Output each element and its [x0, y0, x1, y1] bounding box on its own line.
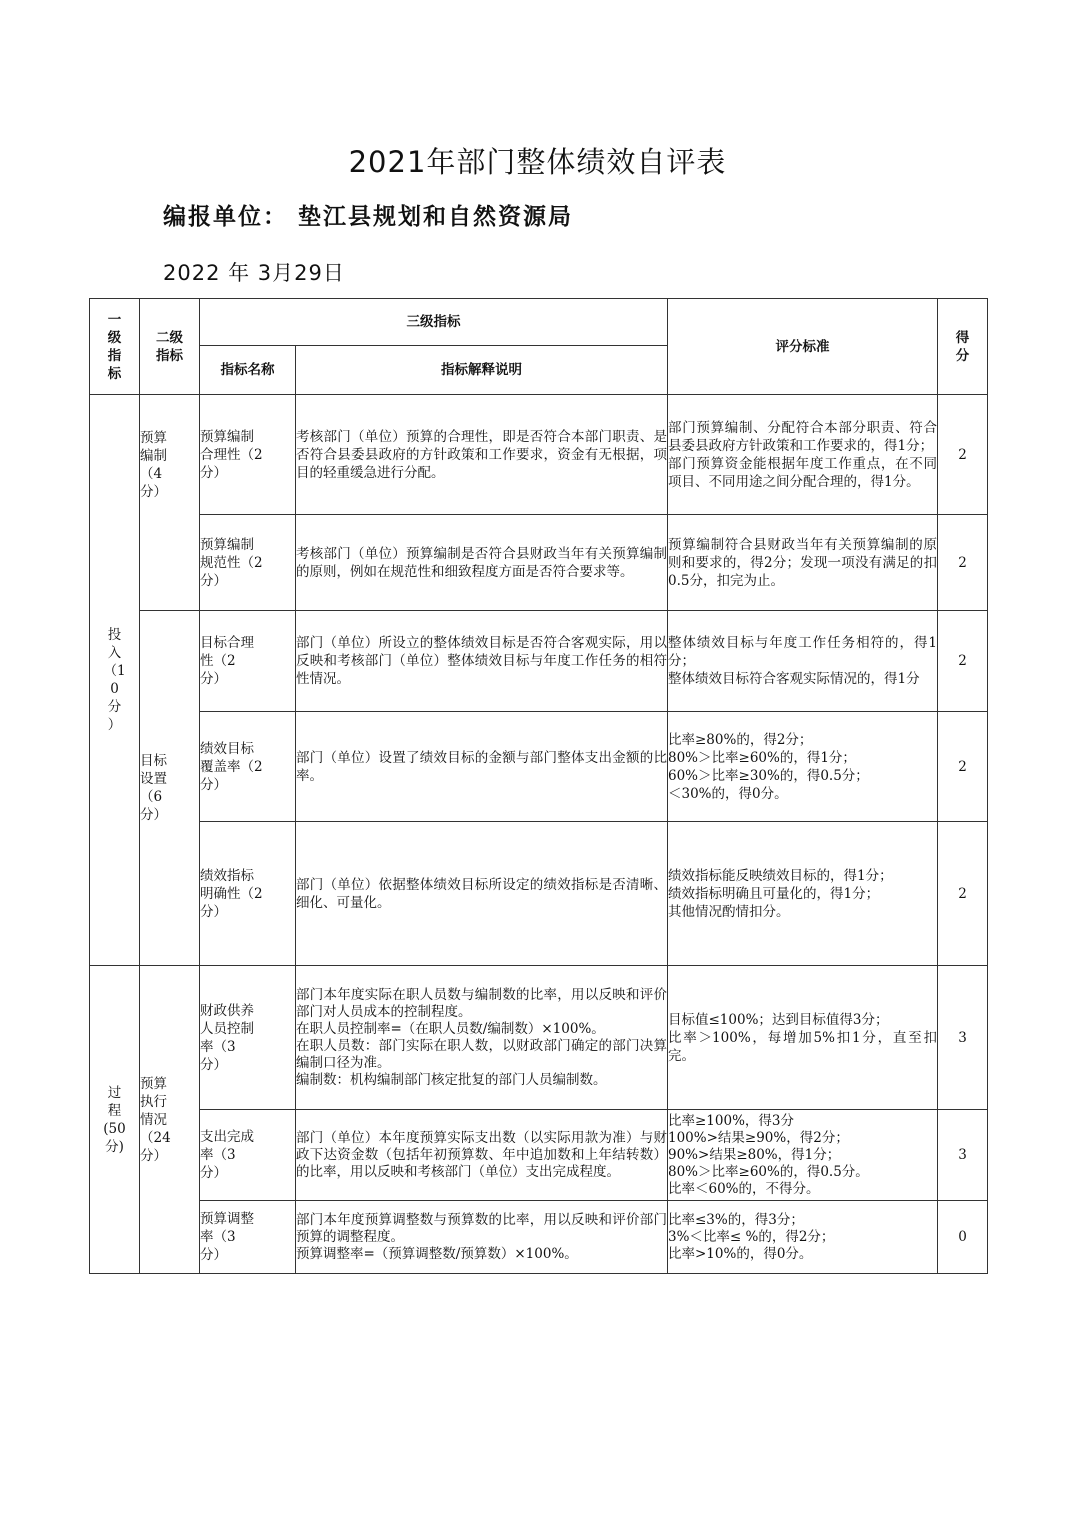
score-value: 2 — [938, 712, 988, 822]
indicator-desc: 部门（单位）设置了绩效目标的金额与部门整体支出金额的比率。 — [296, 712, 668, 822]
indicator-name: 预算调整 率（3 分） — [200, 1201, 296, 1274]
indicator-desc: 部门（单位）依据整体绩效目标所设定的绩效指标是否清晰、细化、可量化。 — [296, 822, 668, 966]
table-row — [90, 712, 988, 822]
table-row — [90, 966, 988, 1110]
table-row — [90, 395, 988, 515]
evaluation-table — [89, 298, 988, 1274]
indicator-name: 绩效指标 明确性（2 分） — [200, 822, 296, 966]
header-level1: 一 级 指 标 — [90, 299, 140, 395]
indicator-desc: 部门（单位）所设立的整体绩效目标是否符合客观实际，用以反映和考核部门（单位）整体绩效目标与年度工作任务的相符性情况。 — [296, 611, 668, 712]
group-target-setting: 目标 设置 （6 分） — [140, 611, 200, 966]
scoring-standard: 比率≥100%，得3分 100%>结果≥90%，得2分； 90%>结果≥80%，得1分； 80%＞比率≥60%的，得0.5分。 比率＜60%的，不得分。 — [668, 1110, 938, 1201]
score-value: 3 — [938, 966, 988, 1110]
scoring-standard: 整体绩效目标与年度工作任务相符的，得1分； 整体绩效目标符合客观实际情况的，得1分 — [668, 611, 938, 712]
score-value: 2 — [938, 822, 988, 966]
indicator-name: 预算编制 规范性（2 分） — [200, 515, 296, 611]
score-value: 2 — [938, 611, 988, 712]
indicator-desc: 部门本年度预算调整数与预算数的比率，用以反映和评价部门预算的调整程度。 预算调整率=（预算调整数/预算数）×100%。 — [296, 1201, 668, 1274]
table-row — [90, 822, 988, 966]
table-row — [90, 1110, 988, 1201]
table-row — [90, 611, 988, 712]
score-value: 0 — [938, 1201, 988, 1274]
table-row — [90, 515, 988, 611]
indicator-desc: 考核部门（单位）预算编制是否符合县财政当年有关预算编制的原则，例如在规范性和细致程度方面是否符合要求等。 — [296, 515, 668, 611]
indicator-name: 目标合理 性（2 分） — [200, 611, 296, 712]
indicator-desc: 考核部门（单位）预算的合理性，即是否符合本部门职责、是否符合县委县政府的方针政策和工作要求，资金有无根据，项目的轻重缓急进行分配。 — [296, 395, 668, 515]
score-value: 2 — [938, 395, 988, 515]
header-score: 得 分 — [938, 299, 988, 395]
score-value: 2 — [938, 515, 988, 611]
scoring-standard: 比率≥80%的，得2分； 80%＞比率≥60%的，得1分； 60%＞比率≥30%的，得0.5分； ＜30%的，得0分。 — [668, 712, 938, 822]
indicator-desc: 部门本年度实际在职人员数与编制数的比率，用以反映和评价部门对人员成本的控制程度。 在职人员控制率=（在职人员数/编制数）×100%。 在职人员数：部门实际在职人数，以财政部门确定的部门决算编制口径为准。 编制数：机构编制部门核定批复的部门人员编制数。 — [296, 966, 668, 1110]
header-name: 指标名称 — [200, 346, 296, 395]
scoring-standard: 目标值≤100%；达到目标值得3分； 比率＞100%，每增加5%扣1分，直至扣完。 — [668, 966, 938, 1110]
page-title: 2021年部门整体绩效自评表 — [348, 145, 727, 179]
header-desc: 指标解释说明 — [296, 346, 668, 395]
indicator-name: 预算编制 合理性（2 分） — [200, 395, 296, 515]
group-budget-exec: 预算 执行 情况 （24 分） — [140, 966, 200, 1274]
score-value: 3 — [938, 1110, 988, 1201]
group-input: 投 入 （1 0 分 ） — [90, 395, 140, 966]
indicator-desc: 部门（单位）本年度预算实际支出数（以实际用款为准）与财政下达资金数（包括年初预算数、年中追加数和上年结转数）的比率，用以反映和考核部门（单位）支出完成程度。 — [296, 1110, 668, 1201]
scoring-standard: 预算编制符合县财政当年有关预算编制的原则和要求的，得2分；发现一项没有满足的扣0.5分，扣完为止。 — [668, 515, 938, 611]
indicator-name: 绩效目标 覆盖率（2 分） — [200, 712, 296, 822]
header-level2: 二级 指标 — [140, 299, 200, 395]
scoring-standard: 绩效指标能反映绩效目标的，得1分； 绩效指标明确且可量化的，得1分； 其他情况酌情扣分。 — [668, 822, 938, 966]
indicator-name: 支出完成 率（3 分） — [200, 1110, 296, 1201]
group-budget-prep: 预算 编制 （4 分） — [140, 395, 200, 611]
scoring-standard: 部门预算编制、分配符合本部分职责、符合县委县政府方针政策和工作要求的，得1分； 部门预算资金能根据年度工作重点，在不同项目、不同用途之间分配合理的，得1分。 — [668, 395, 938, 515]
group-process: 过 程 (50 分) — [90, 966, 140, 1274]
table-row — [90, 1201, 988, 1274]
header-level3: 三级指标 — [200, 299, 668, 346]
header-standard: 评分标准 — [668, 299, 938, 395]
reporting-unit: 编报单位： 垫江县规划和自然资源局 — [163, 203, 574, 230]
scoring-standard: 比率≤3%的，得3分； 3%＜比率≤ %的，得2分； 比率>10%的，得0分。 — [668, 1201, 938, 1274]
indicator-name: 财政供养 人员控制 率（3 分） — [200, 966, 296, 1110]
report-date: 2022 年 3月29日 — [163, 261, 345, 285]
